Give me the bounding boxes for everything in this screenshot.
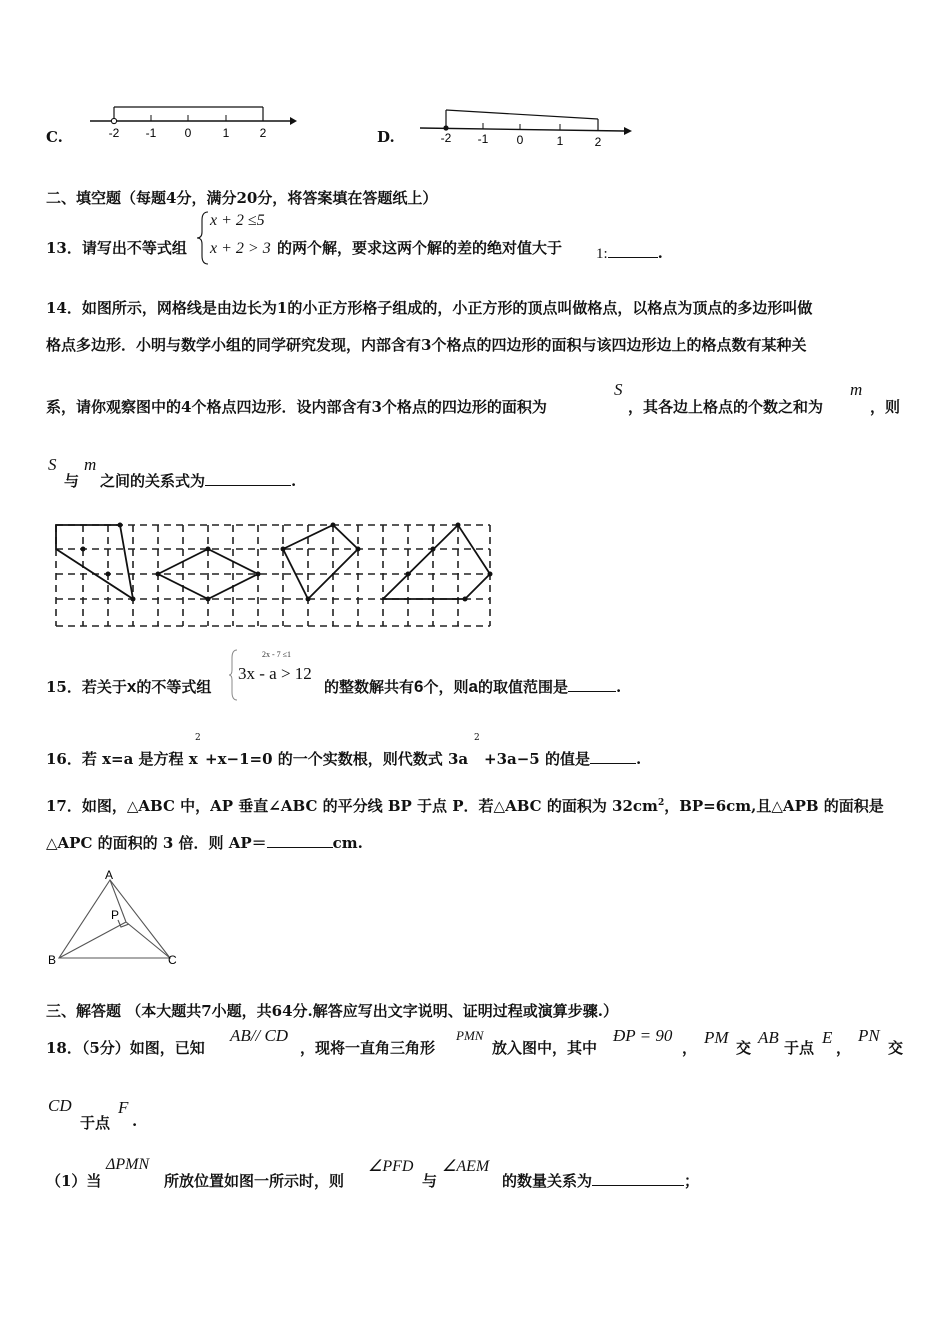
tick-label: 2 xyxy=(259,126,267,140)
q18-text-f: 于点 xyxy=(784,1039,815,1057)
tick-label: -2 xyxy=(108,126,120,140)
q16-part-1: 16．若 x=a 是方程 x xyxy=(46,750,198,768)
answer-blank[interactable] xyxy=(568,679,616,692)
triangle-abc-figure xyxy=(44,866,184,970)
q17-line-2 xyxy=(46,832,363,853)
q18-pm: PM xyxy=(704,1028,729,1047)
q18-ab: AB xyxy=(758,1028,779,1047)
quadrilateral-4 xyxy=(383,525,490,599)
q15-text-e: 的取值范围是 xyxy=(477,678,568,696)
option-d-number-line xyxy=(420,104,635,154)
q15-inequality-top: 2x - 7 ≤1 xyxy=(262,650,292,659)
option-c-number-line xyxy=(90,100,300,150)
q15-var-x: x xyxy=(126,677,137,696)
label-a: A xyxy=(105,868,114,882)
brace-icon xyxy=(196,210,210,266)
q18-pn: PN xyxy=(858,1026,880,1045)
section-heading-solutions: 三、解答题 （本大题共7小题，共64分.解答应写出文字说明、证明过程或演算步骤.） xyxy=(46,1002,618,1020)
question-13 xyxy=(46,237,187,258)
brace-icon xyxy=(228,648,238,702)
q18-text-h: 交 xyxy=(888,1039,904,1057)
q13-inequality-2: x + 2 > 3 xyxy=(210,240,271,257)
q18-1-angle-aem: ∠AEM xyxy=(442,1158,490,1175)
q15-part-2 xyxy=(324,676,621,697)
q14-var-m-2: m xyxy=(84,455,97,474)
q18-1-angle-pfd: ∠PFD xyxy=(368,1158,414,1175)
label-p: P xyxy=(111,908,120,922)
label-c: C xyxy=(168,953,177,967)
q18-1-text-a: （1）当 xyxy=(46,1172,102,1190)
q16-sup-2: 2 xyxy=(474,733,480,743)
q17-text-a: 17．如图，△ABC 中，AP 垂直∠ABC 的平分线 BP 于点 P．若△ABC 的面积为 32cm xyxy=(46,797,658,815)
q13-text-b: 的两个解，要求这两个解的差的绝对值大于 xyxy=(277,239,563,257)
q16-part-2: +x−1=0 的一个实数根，则代数式 3a xyxy=(205,750,469,768)
q18-1-triangle-pmn: ΔPMN xyxy=(106,1156,150,1173)
q13-number: 13． xyxy=(46,239,82,257)
q14-var-s-2: S xyxy=(48,455,57,474)
tick-label: 0 xyxy=(516,133,524,147)
q15-end: . xyxy=(615,678,622,696)
answer-blank[interactable] xyxy=(267,835,333,848)
q14-line-2: 格点多边形．小明与数学小组的同学研究发现，内部含有3个格点的四边形的面积与该四边形边上的格点数有某种关 xyxy=(46,336,807,354)
q15-text-b: 的不等式组 xyxy=(136,678,212,696)
q17-text-c: △APC 的面积的 3 倍．则 AP＝ xyxy=(46,834,267,852)
section-heading-fill-in: 二、填空题（每题4分，满分20分，将答案填在答题纸上） xyxy=(46,189,438,207)
q13-ratio: 1: xyxy=(596,246,608,262)
label-b: B xyxy=(48,953,57,967)
q14-line-4a: 与 xyxy=(64,472,80,490)
q18-1-text-b: 所放位置如图一所示时，则 xyxy=(164,1172,345,1190)
q18-text-j: . xyxy=(132,1112,138,1130)
quadrilateral-3 xyxy=(283,525,358,599)
q18-pmn: PMN xyxy=(456,1028,484,1043)
q18-text-g: ， xyxy=(836,1039,852,1057)
q18-1-text-d: 的数量关系为 xyxy=(502,1172,593,1190)
q14-line-4b: 之间的关系式为 xyxy=(100,472,206,490)
q17-text-b: ，BP=6cm,且△APB 的面积是 xyxy=(664,797,884,815)
q14-line-3b: ，其各边上格点的个数之和为 xyxy=(628,398,824,416)
q17-sup: 2 xyxy=(657,798,665,808)
q18-1-text-c: 与 xyxy=(422,1172,438,1190)
q13-end: . xyxy=(657,244,663,262)
q18-text-b: ，现将一直角三角形 xyxy=(300,1039,436,1057)
option-d-label: D. xyxy=(377,128,395,146)
answer-blank[interactable] xyxy=(590,751,636,764)
q14-var-m: m xyxy=(850,380,863,399)
q15-inequality-bottom: 3x - a > 12 xyxy=(238,664,312,683)
answer-blank[interactable] xyxy=(608,245,658,258)
q18-cd: CD xyxy=(48,1096,72,1115)
q18-text-d: ， xyxy=(682,1039,698,1057)
q15-part-1 xyxy=(46,676,211,697)
q17-line-1 xyxy=(46,795,884,816)
q18-text-e: 交 xyxy=(736,1039,752,1057)
q14-line-4-group xyxy=(100,470,296,491)
answer-blank[interactable] xyxy=(592,1173,684,1186)
q16-part-3 xyxy=(484,748,641,769)
q18-angle-p: ÐP = 90 xyxy=(613,1026,673,1045)
q13-text: 请写出不等式组 xyxy=(81,239,187,257)
lattice-grid-figure xyxy=(52,518,494,634)
q14-line-1: 14．如图所示，网格线是由边长为1的小正方形格子组成的，小正方形的顶点叫做格点，以格点为顶点的多边形叫做 xyxy=(46,299,813,317)
q18-ab-parallel-cd: AB// CD xyxy=(230,1026,289,1045)
tick-label: 0 xyxy=(184,126,192,140)
tick-label: 1 xyxy=(222,126,230,140)
tick-label: 2 xyxy=(594,135,602,149)
quadrilateral-1 xyxy=(56,525,133,599)
q18-text-i: 于点 xyxy=(80,1114,111,1132)
q15-six: 6 xyxy=(414,677,424,696)
q15-text-d: 个，则 xyxy=(423,678,469,696)
q16-end: . xyxy=(635,750,642,768)
q14-var-s: S xyxy=(614,380,623,399)
q16-text: +3a−5 的值是 xyxy=(484,750,590,768)
q14-line-3c: ，则 xyxy=(870,398,901,416)
q18-1-text-e: ； xyxy=(684,1172,700,1190)
tick-label: 1 xyxy=(556,134,564,148)
q15-var-a: a xyxy=(468,677,478,696)
option-c-label: C. xyxy=(46,128,63,146)
q16-sup-1: 2 xyxy=(195,733,201,743)
q14-end: . xyxy=(291,472,297,490)
tick-label: -1 xyxy=(477,132,489,146)
q14-line-3a: 系，请你观察图中的4个格点四边形．设内部含有3个格点的四边形的面积为 xyxy=(46,398,547,416)
tick-label: -2 xyxy=(440,131,452,145)
tick-label: -1 xyxy=(145,126,157,140)
q15-text-c: 的整数解共有 xyxy=(324,678,415,696)
q15-number: 15． xyxy=(46,678,82,696)
q18-point-e: E xyxy=(822,1028,833,1047)
q18-1-text-d-group xyxy=(502,1170,699,1191)
q15-text-a: 若关于 xyxy=(81,678,127,696)
q18-point-f: F xyxy=(118,1098,129,1117)
q13-blank-group xyxy=(596,244,663,263)
q13-inequality-1: x + 2 ≤5 xyxy=(210,212,265,229)
q17-text-d: cm. xyxy=(332,834,363,852)
q18-text-c: 放入图中，其中 xyxy=(492,1039,598,1057)
q18-text-a: 18．（5分）如图，已知 xyxy=(46,1039,205,1057)
answer-blank[interactable] xyxy=(205,473,291,486)
